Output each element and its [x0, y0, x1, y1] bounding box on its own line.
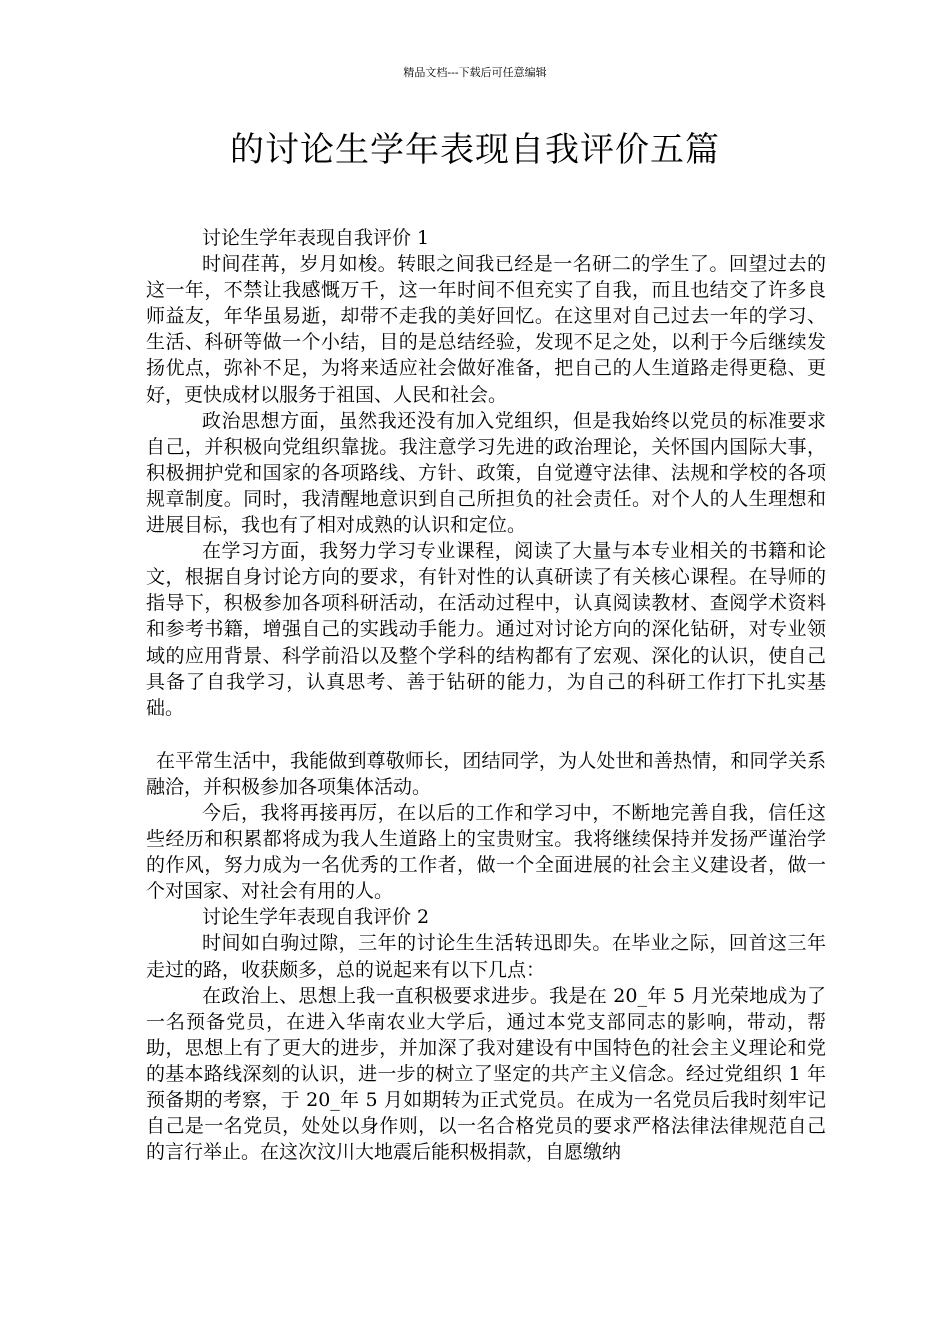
paragraph-intro: 时间荏苒，岁月如梭。转眼之间我已经是一名研二的学生了。回望过去的这一年，不禁让我感慨万千，这一年时间不但充实了自我，而且也结交了许多良师益友，年华虽易逝，却带不走我的美好回忆。在这里对自己过去一年的学习、生活、科研等做一个小结，目的是总结经验，发现不足之处，以利于今后继续发扬优点，弥补不足，为将来适应社会做好准备，把自己的人生道路走得更稳、更好，更快成材以服务于祖国、人民和社会。 [146, 253, 826, 406]
paragraph-study: 在学习方面，我努力学习专业课程，阅读了大量与本专业相关的书籍和论文，根据自身讨论方向的要求，有针对性的认真研读了有关核心课程。在导师的指导下，积极参加各项科研活动，在活动过程中，认真阅读教材、查阅学术资料和参考书籍，增强自己的实践动手能力。通过对讨论方向的深化钻研，对专业领域的应用背景、科学前沿以及整个学科的结构都有了宏观、深化的认识，使自己具备了自我学习，认真思考、善于钻研的能力，为自己的科研工作打下扎实基础。 [146, 540, 826, 719]
paragraph-politics: 政治思想方面，虽然我还没有加入党组织，但是我始终以党员的标准要求自己，并积极向党组织靠拢。我注意学习先进的政治理论，关怀国内国际大事，积极拥护党和国家的各项路线、方针、政策，自觉遵守法律、法规和学校的各项规章制度。同时，我清醒地意识到自己所担负的社会责任。对个人的人生理想和进展目标，我也有了相对成熟的认识和定位。 [146, 409, 826, 537]
paragraph-graduation: 时间如白驹过隙，三年的讨论生生活转迅即失。在毕业之际，回首这三年走过的路，收获颇多，总的说起来有以下几点： [146, 932, 826, 981]
section-heading-2: 讨论生学年表现自我评价 2 [202, 906, 430, 929]
blank-line [146, 721, 826, 748]
paragraph-party: 在政治上、思想上我一直积极要求进步。我是在 20_年 5 月光荣地成为了一名预备党员，在进入华南农业大学后，通过本党支部同志的影响，带动，帮助，思想上有了更大的进步，并加深了我对建设有中国特色的社会主义理论和党的基本路线深刻的认识，进一步的树立了坚定的共产主义信念。经过党组织 1 年预备期的考察，于 20_年 5 月如期转为正式党员。在成为一名党员后我时刻牢记自己是一名党员，处处以身作则，以一名合格党员的要求严格法律法律规范自己的言行举止。在这次汶川大地震后能积极捐款，自愿缴纳 [146, 984, 826, 1164]
document-title: 的讨论生学年表现自我评价五篇 [230, 130, 720, 170]
section-heading-1: 讨论生学年表现自我评价 1 [202, 227, 430, 249]
document-body [146, 225, 826, 1165]
paragraph-daily-life: 在平常生活中，我能做到尊敬师长，团结同学，为人处世和善热情，和同学关系融洽，并积极参加各项集体活动。 [146, 749, 826, 798]
header-note: 精品文档---下载后可任意编辑 [403, 66, 547, 79]
paragraph-future: 今后，我将再接再厉，在以后的工作和学习中，不断地完善自我，信任这些经历和积累都将成为我人生道路上的宝贵财宝。我将继续保持并发扬严谨治学的作风，努力成为一名优秀的工作者，做一个全面进展的社会主义建设者，做一个对国家、对社会有用的人。 [146, 801, 826, 903]
